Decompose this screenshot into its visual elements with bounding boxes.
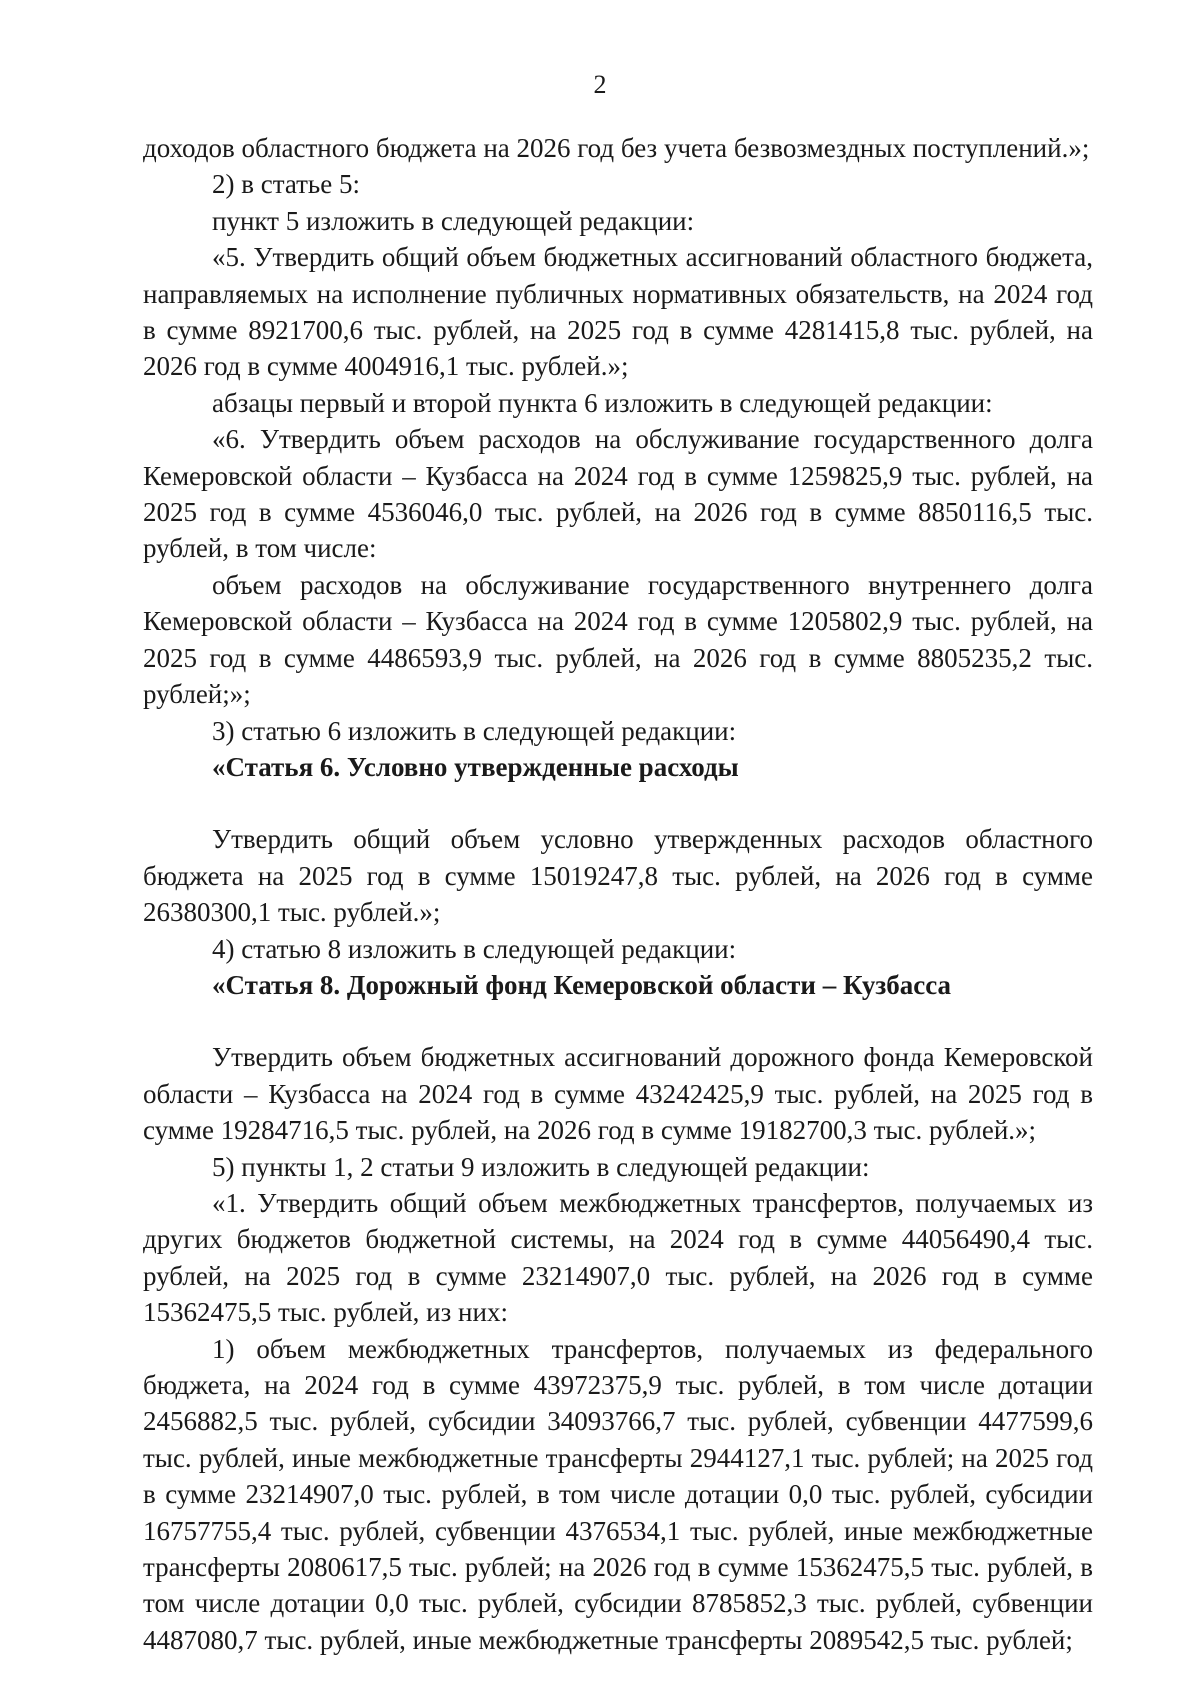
paragraph: Утвердить объем бюджетных ассигнований дорожного фонда Кемеровской области – Кузбасса на 2024 год в сумме 43242425,9 тыс. рублей, на 2025 год в сумме 19284716,5 тыс. рублей, на 2026 год в сумме 19182700,3 тыс. рублей.»; [143,1042,1093,1146]
paragraph: пункт 5 изложить в следующей редакции: [212,205,695,236]
paragraph: Утвердить общий объем условно утвержденных расходов областного бюджета на 2025 год в сумме 15019247,8 тыс. рублей, на 2026 год в сумме 26380300,1 тыс. рублей.»; [143,824,1093,928]
paragraph: «6. Утвердить объем расходов на обслуживание государственного долга Кемеровской области – Кузбасса на 2024 год в сумме 1259825,9 тыс. рублей, на 2025 год в сумме 4536046,0 тыс. рублей, на 2026 год в сумме 8850116,5 тыс. рублей, в том числе: [143,424,1093,564]
paragraph: абзацы первый и второй пункта 6 изложить в следующей редакции: [212,387,993,418]
paragraph: объем расходов на обслуживание государственного внутреннего долга Кемеровской области – Кузбасса на 2024 год в сумме 1205802,9 тыс. рублей, на 2025 год в сумме 4486593,9 тыс. рублей, на 2026 год в сумме 8805235,2 тыс. рублей;»; [143,569,1093,710]
article-heading: «Статья 8. Дорожный фонд Кемеровской области – Кузбасса [212,969,952,1000]
spacer [143,785,1093,821]
list-item: 4) статью 8 изложить в следующей редакции: [212,933,737,964]
spacer [143,1003,1093,1039]
paragraph: «1. Утвердить общий объем межбюджетных трансфертов, получаемых из других бюджетов бюджетной системы, на 2024 год в сумме 44056490,4 тыс. рублей, на 2025 год в сумме 23214907,0 тыс. рублей, на 2026 год в сумме 15362475,5 тыс. рублей, из них: [143,1187,1093,1328]
paragraph: «5. Утвердить общий объем бюджетных ассигнований областного бюджета, направляемых на исполнение публичных нормативных обязательств, на 2024 год в сумме 8921700,6 тыс. рублей, на 2025 год в сумме 4281415,8 тыс. рублей, на 2026 год в сумме 4004916,1 тыс. рублей.»; [143,242,1093,382]
list-item: 2) в статье 5: [212,169,360,200]
paragraph: доходов областного бюджета на 2026 год без учета безвозмездных поступлений.»; [143,133,1090,163]
page-number: 2 [593,70,607,99]
list-item: 3) статью 6 изложить в следующей редакции: [212,715,737,746]
paragraph: 1) объем межбюджетных трансфертов, получаемых из федерального бюджета, на 2024 год в сумме 43972375,9 тыс. рублей, в том числе дотации 2456882,5 тыс. рублей, субсидии 34093766,7 тыс. рублей, субвенции 4477599,6 тыс. рублей, иные межбюджетные трансферты 2944127,1 тыс. рублей; на 2025 год в сумме 23214907,0 тыс. рублей, в том числе дотации 0,0 тыс. рублей, субсидии 16757755,4 тыс. рублей, субвенции 4376534,1 тыс. рублей, иные межбюджетные трансферты 2080617,5 тыс. рублей; на 2026 год в сумме 15362475,5 тыс. рублей, в том числе дотации 0,0 тыс. рублей, субсидии 8785852,3 тыс. рублей, субвенции 4487080,7 тыс. рублей, иные межбюджетные трансферты 2089542,5 тыс. рублей; [143,1333,1093,1655]
document-body [143,130,1093,1658]
list-item: 5) пункты 1, 2 статьи 9 изложить в следующей редакции: [212,1151,870,1182]
article-heading: «Статья 6. Условно утвержденные расходы [212,751,739,782]
